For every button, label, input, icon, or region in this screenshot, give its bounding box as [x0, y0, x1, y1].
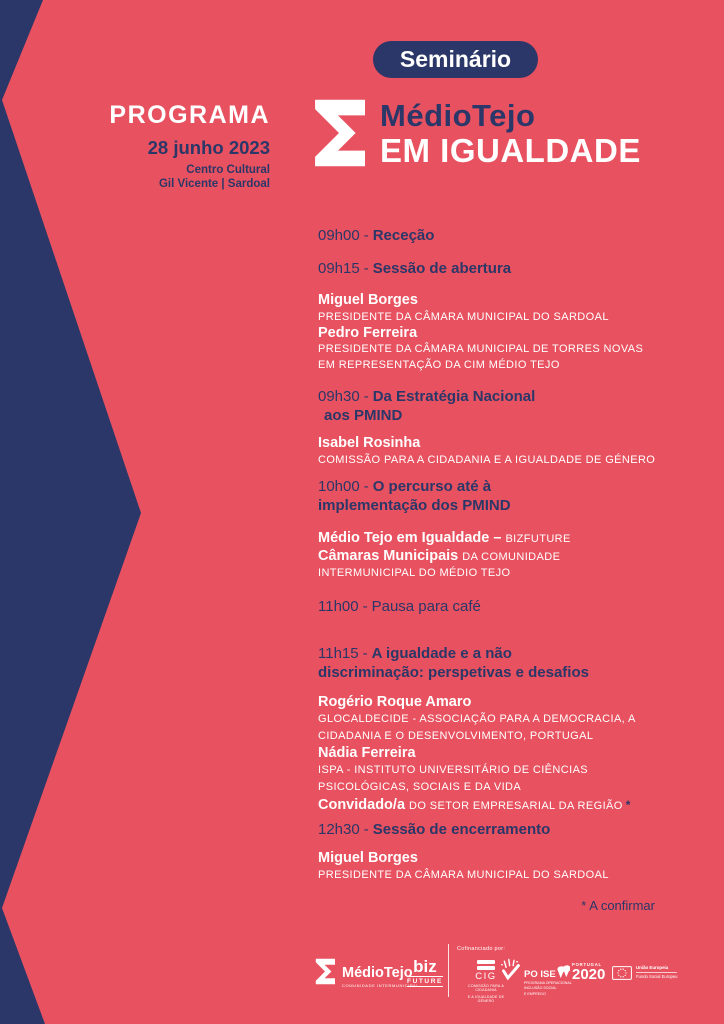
- speaker-name: Rogério Roque Amaro: [318, 694, 472, 710]
- footer-brand-name: MédioTejo: [342, 965, 413, 981]
- session-0930-title-line2: aos PMIND: [324, 407, 403, 424]
- portugal2020-text: [572, 962, 605, 982]
- speaker-org: ISPA - INSTITUTO UNIVERSITÁRIO DE CIÊNCIAS: [318, 764, 589, 776]
- session-1230: [318, 820, 550, 839]
- footer-divider: [448, 944, 449, 997]
- speaker-org: PRESIDENTE DA CÂMARA MUNICIPAL DO SARDOAL: [318, 310, 609, 323]
- speaker-row: [318, 796, 636, 814]
- session-separator: -: [362, 645, 368, 662]
- session-title: Da Estratégia Nacional: [372, 388, 536, 405]
- session-time: 11h15: [318, 645, 359, 662]
- sigma-logo-icon: [315, 958, 335, 985]
- session-title: O percurso até à: [372, 478, 492, 495]
- eu-text-line1: União Europeia: [636, 965, 677, 973]
- speaker-org: CIDADANIA E O DESENVOLVIMENTO, PORTUGAL: [318, 730, 594, 742]
- speaker-name: Miguel Borges: [318, 850, 418, 866]
- seminar-badge: [373, 41, 538, 78]
- session-separator: -: [363, 478, 369, 495]
- session-time: 09h00: [318, 227, 360, 244]
- session-time: 11h00: [318, 598, 359, 615]
- speakers-abertura: [318, 292, 643, 373]
- session-1115: [318, 644, 512, 663]
- poise-logo-name: PO ISE: [524, 969, 556, 980]
- brand-name: MédioTejo: [380, 98, 536, 133]
- session-title: Sessão de abertura: [372, 260, 512, 277]
- speakers-0930: [318, 435, 655, 468]
- speaker-org: PRESIDENTE DA CÂMARA MUNICIPAL DO SARDOAL: [318, 868, 609, 881]
- speaker-org: EM REPRESENTAÇÃO DA CIM MÉDIO TEJO: [318, 359, 560, 371]
- speaker-row: [318, 529, 571, 547]
- speaker-name: Isabel Rosinha: [318, 435, 421, 451]
- speaker-row: [318, 547, 571, 565]
- session-1000-title-line2: implementação dos PMIND: [318, 497, 511, 514]
- poise-desc-line: INCLUSÃO SOCIAL: [524, 986, 557, 991]
- session-1115-title-line2: discriminação: perspetivas e desafios: [318, 664, 589, 681]
- program-header: [50, 101, 270, 191]
- cig-desc-line: COMISSÃO PARA A CIDADANIA: [468, 984, 504, 993]
- speaker-name: Médio Tejo em Igualdade –: [318, 530, 502, 546]
- session-time: 09h15: [318, 260, 360, 277]
- quote-flag-icon: [557, 965, 570, 982]
- speaker-name: Câmaras Municipais: [318, 548, 459, 564]
- speakers-1115: [318, 694, 636, 814]
- seminar-badge-label: Seminário: [399, 46, 512, 72]
- speaker-name: Pedro Ferreira: [318, 324, 418, 341]
- session-separator: -: [363, 260, 369, 277]
- poise-desc-line: E EMPREGO: [524, 991, 546, 996]
- cofunded-label: Cofinanciado por:: [457, 946, 506, 952]
- poise-desc-line: PROGRAMA OPERACIONAL: [524, 981, 572, 985]
- session-separator: -: [363, 388, 369, 405]
- hand-check-icon: [500, 957, 521, 983]
- confirm-footnote: * A confirmar: [581, 898, 655, 913]
- session-title: Receção: [372, 227, 435, 244]
- venue-line-1: Centro Cultural: [186, 164, 270, 176]
- bizfuture-logo: [407, 957, 443, 987]
- brand-logo: [313, 99, 641, 169]
- speaker-org: PSICOLÓGICAS, SOCIAIS E DA VIDA: [318, 781, 522, 793]
- cig-bar-icon: [477, 966, 495, 970]
- session-1000: [318, 477, 491, 496]
- speaker-org: DA COMUNIDADE: [462, 551, 561, 563]
- session-title: Pausa para café: [371, 598, 481, 615]
- bizfuture-logo-bottom: FUTURE: [407, 978, 443, 985]
- eu-logo: [612, 965, 677, 980]
- eu-text-line2: Fundo Social Europeu: [636, 974, 678, 979]
- session-separator: -: [363, 821, 369, 838]
- eu-flag-icon: [612, 966, 632, 980]
- session-title: Sessão de encerramento: [372, 821, 551, 838]
- event-date: 28 junho 2023: [147, 137, 270, 158]
- speaker-name: Miguel Borges: [318, 292, 418, 308]
- cig-bar-icon: [477, 960, 495, 964]
- portugal2020-big: 2020: [572, 966, 606, 983]
- session-title: A igualdade e a não: [371, 645, 512, 662]
- cig-logo-name: CIG: [475, 971, 497, 982]
- speaker-org: INTERMUNICIPAL DO MÉDIO TEJO: [318, 567, 511, 579]
- program-title: PROGRAMA: [109, 101, 270, 129]
- session-time: 09h30: [318, 388, 360, 405]
- session-time: 10h00: [318, 478, 360, 495]
- speaker-name: Convidado/a: [318, 797, 406, 813]
- venue-line-2: Gil Vicente | Sardoal: [158, 178, 270, 190]
- confirm-asterisk: *: [625, 798, 631, 812]
- footer-brand-logo: [315, 958, 419, 988]
- portugal2020-logo: [557, 962, 605, 982]
- eu-text: [636, 965, 677, 980]
- speaker-name: Nádia Ferreira: [318, 745, 416, 761]
- session-0915: [318, 259, 511, 278]
- speakers-encerramento: [318, 850, 609, 883]
- speaker-org: PRESIDENTE DA CÂMARA MUNICIPAL DE TORRES NOVAS: [318, 343, 644, 355]
- session-separator: -: [363, 227, 369, 244]
- cig-desc-line: E A IGUALDADE DE GÉNERO: [467, 994, 505, 1004]
- session-0930: [318, 387, 535, 406]
- brand-wordmark: [380, 99, 641, 169]
- speaker-org: COMISSÃO PARA A CIDADANIA E A IGUALDADE DE GÉNERO: [318, 453, 656, 466]
- speaker-org: GLOCALDECIDE - ASSOCIAÇÃO PARA A DEMOCRACIA, A: [318, 713, 636, 725]
- footer-brand-tagline: COMUNIDADE INTERMUNICIPAL: [342, 983, 419, 988]
- session-time: 12h30: [318, 821, 360, 838]
- bizfuture-logo-top: biz: [413, 957, 437, 976]
- sigma-logo-icon: [313, 99, 365, 167]
- session-1100: [318, 597, 481, 616]
- speakers-1000: [318, 529, 571, 582]
- speaker-org: DO SETOR EMPRESARIAL DA REGIÃO: [409, 800, 623, 812]
- portugal2020-top: PORTUGAL: [572, 962, 602, 967]
- speaker-org: BIZFUTURE: [505, 533, 571, 545]
- brand-subtitle: EM IGUALDADE: [380, 132, 641, 169]
- session-0900: [318, 226, 434, 245]
- session-separator: -: [362, 598, 368, 615]
